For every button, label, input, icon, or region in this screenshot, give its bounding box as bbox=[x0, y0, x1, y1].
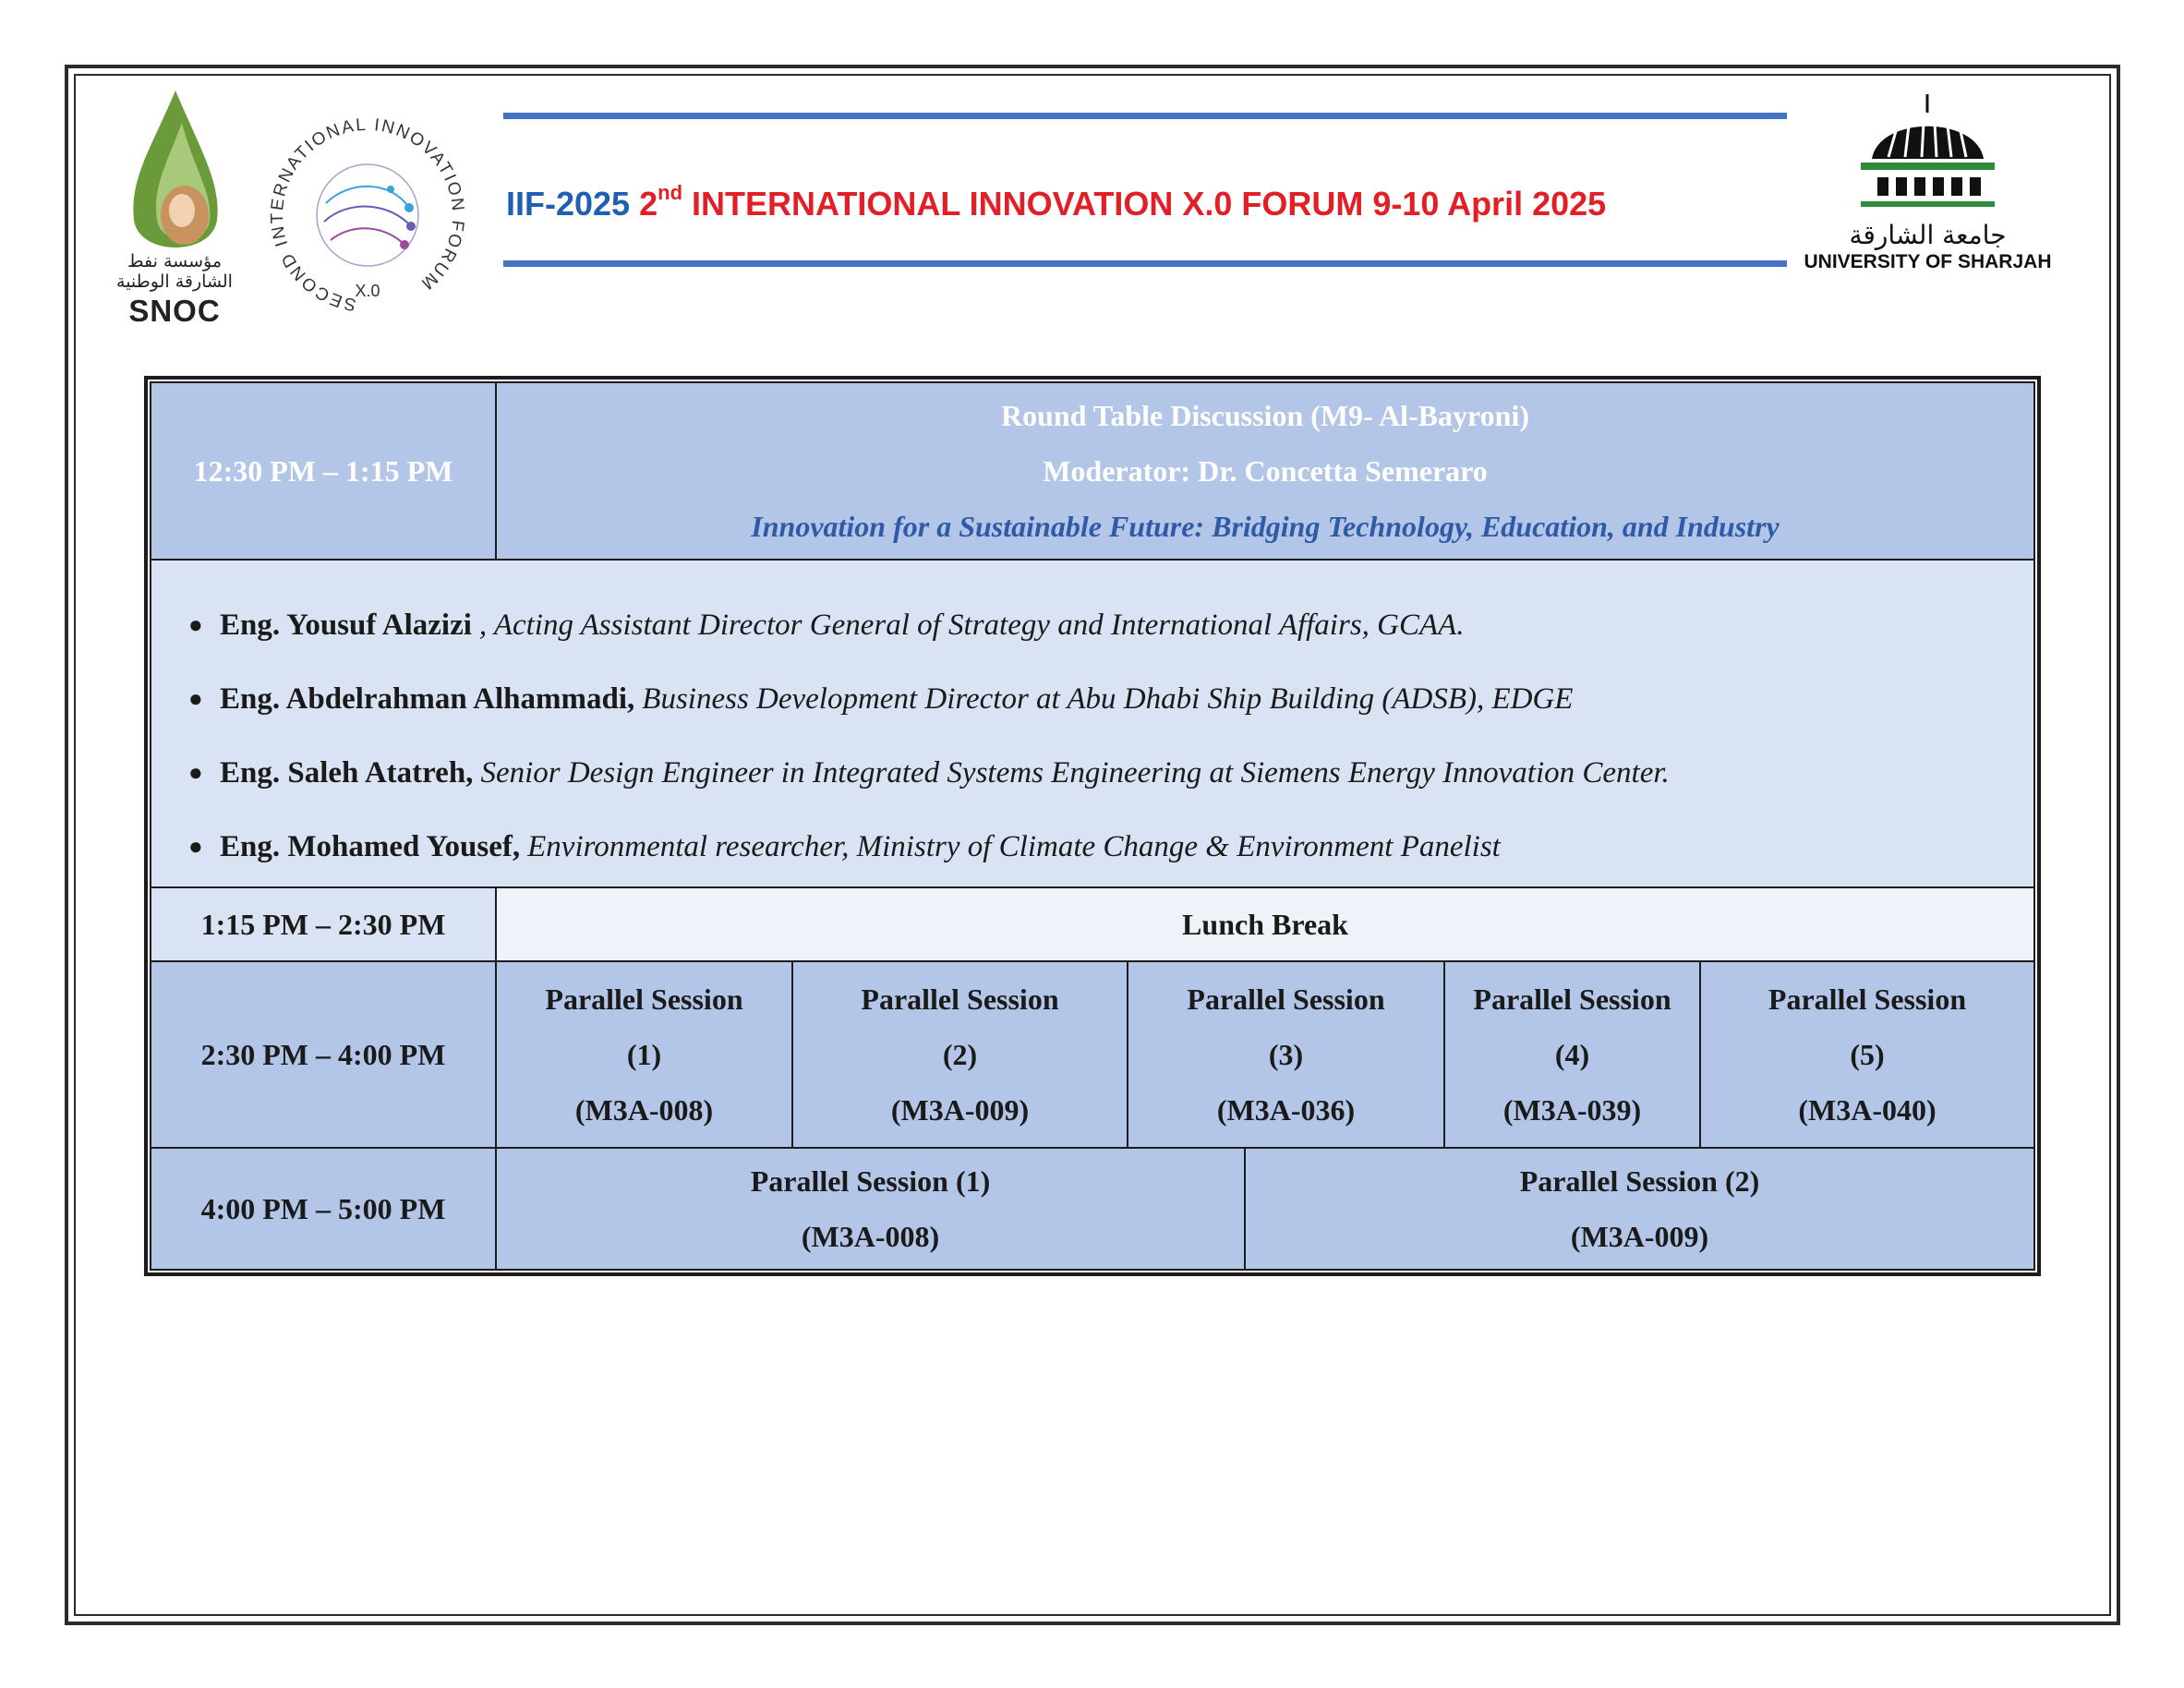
lunch-label: Lunch Break bbox=[495, 886, 2035, 962]
header-title bbox=[506, 181, 1607, 223]
speaker-item bbox=[188, 662, 2033, 736]
header-title-prefix: IIF-2025 bbox=[506, 185, 631, 223]
speaker-item bbox=[188, 588, 2033, 662]
university-name: UNIVERSITY OF SHARJAH bbox=[1804, 251, 2052, 272]
parallel-session-cell: Parallel Session (2) (M3A-009) bbox=[791, 960, 1128, 1149]
bullet-icon: ● bbox=[188, 685, 203, 712]
speaker-role: Senior Design Engineer in Integrated Systems Engineering at Siemens Energy Innovation Center. bbox=[480, 755, 1670, 790]
parallel-session-cell: Parallel Session (4) (M3A-039) bbox=[1443, 960, 1701, 1149]
speaker-name: Eng. Saleh Atatreh, bbox=[220, 755, 474, 790]
round-table-theme: Innovation for a Sustainable Future: Bridging Technology, Education, and Industry bbox=[751, 510, 1780, 543]
parallel-session-cell: Parallel Session (3) (M3A-036) bbox=[1127, 960, 1445, 1149]
parallel-session-cell: Parallel Session (1) (M3A-008) bbox=[495, 960, 793, 1149]
round-table-title: Round Table Discussion (M9- Al-Bayroni) bbox=[1001, 399, 1529, 432]
afternoon2-time: 4:00 PM – 5:00 PM bbox=[150, 1147, 497, 1271]
round-table-time: 12:30 PM – 1:15 PM bbox=[150, 381, 497, 561]
header-title-main: INTERNATIONAL INNOVATION X.0 FORUM 9-10 April 2025 bbox=[682, 185, 1607, 223]
speaker-role: Environmental researcher, Ministry of Climate Change & Environment Panelist bbox=[527, 829, 1501, 863]
forum-version-text: X.0 bbox=[355, 282, 380, 300]
parallel-session-cell: Parallel Session (5) (M3A-040) bbox=[1699, 960, 2035, 1149]
speaker-list bbox=[150, 559, 2035, 888]
snoc-arabic-name: مؤسسة نفط الشارقة الوطنية bbox=[116, 251, 233, 292]
parallel-session-cell: Parallel Session (2) (M3A-009) bbox=[1244, 1147, 2035, 1271]
speaker-item bbox=[188, 810, 2033, 884]
forum-circular-logo bbox=[261, 115, 474, 314]
speaker-name: Eng. Abdelrahman Alhammadi, bbox=[220, 681, 635, 716]
speaker-name: Eng. Mohamed Yousef, bbox=[220, 829, 521, 863]
lunch-time: 1:15 PM – 2:30 PM bbox=[150, 886, 497, 962]
parallel-session-cell: Parallel Session (1) (M3A-008) bbox=[495, 1147, 1246, 1271]
round-table-moderator: Moderator: Dr. Concetta Semeraro bbox=[1043, 454, 1488, 488]
header-rule-top bbox=[503, 113, 1787, 119]
speaker-role: Business Development Director at Abu Dhabi Ship Building (ADSB), EDGE bbox=[642, 681, 1574, 716]
speaker-name: Eng. Yousuf Alazizi bbox=[220, 608, 472, 642]
bullet-icon: ● bbox=[188, 611, 203, 638]
header-rule-bottom bbox=[503, 260, 1787, 267]
snoc-name: SNOC bbox=[128, 294, 221, 328]
speaker-role: , Acting Assistant Director General of Strategy and International Affairs, GCAA. bbox=[478, 608, 1465, 642]
bullet-icon: ● bbox=[188, 833, 203, 860]
speaker-item bbox=[188, 736, 2033, 810]
forum-ring-text: SECOND INTERNATIONAL INNOVATION FORUM bbox=[267, 115, 468, 314]
bullet-icon: ● bbox=[188, 759, 203, 786]
university-arabic-name: جامعة الشارقة bbox=[1849, 220, 2007, 250]
round-table-details bbox=[495, 381, 2035, 561]
afternoon1-time: 2:30 PM – 4:00 PM bbox=[150, 960, 497, 1149]
header-title-ordinal: 2nd bbox=[639, 181, 683, 223]
